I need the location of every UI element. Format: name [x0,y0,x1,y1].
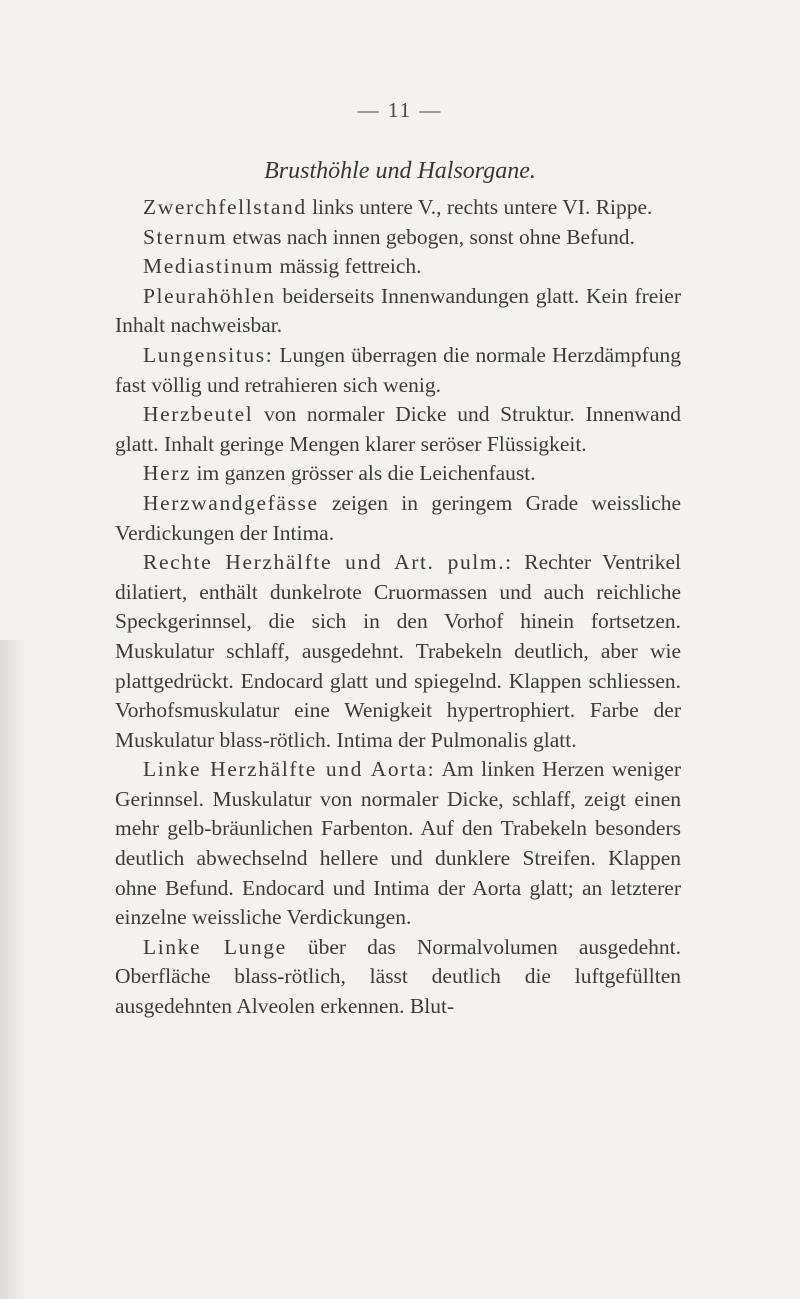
paragraph-zwerchfellstand [115,193,681,223]
paragraph-lead: Herzbeutel [143,402,254,427]
paragraph-linke-lunge [115,933,681,1022]
paragraph-text: zeigen in geringem Grade weissliche Verdickungen der Intima. [115,490,681,545]
paragraph-text: von normaler Dicke und Struktur. Innenwand glatt. Inhalt geringe Mengen klarer seröser Flüssigkeit. [115,402,681,456]
scan-edge-shadow [0,640,26,1299]
paragraph-text: beiderseits Innenwandungen glatt. Kein freier Inhalt nachweisbar. [115,283,681,338]
paragraph-sternum [115,223,681,253]
paragraph-lead: Herzwandgefässe [143,490,319,515]
paragraph-text: über das Normalvolumen ausgedehnt. Oberfläche blass-rötlich, lässt deutlich die luftgefüllten ausgedehnten Alveolen erkennen. Blut- [115,934,681,1019]
page-number: — 11 — [357,98,443,122]
paragraph-lead: Linke Herzhälfte und Aorta: [143,757,436,782]
paragraph-text: Am linken Herzen weniger Gerinnsel. Muskulatur von normaler Dicke, schlaff, zeigt einen mehr gelb-bräunlichen Farbenton. Auf den Trabekeln besonders deutlich abwechselnd hellere und dunklere Streifen. Klappen ohne Befund. Endocard und Intima der Aorta glatt; an letzterer einzelne weissliche Verdickungen. [115,757,681,930]
paragraph-pleurahoehlen [115,282,681,341]
body-text [115,193,681,1022]
paragraph-text: etwas nach innen gebogen, sonst ohne Befund. [227,224,635,249]
paragraph-text: mässig fettreich. [274,254,422,279]
paragraph-text: im ganzen grösser als die Leichenfaust. [191,461,536,486]
paragraph-lead: Sternum [143,224,228,249]
paragraph-lead: Linke Lunge [143,934,287,959]
section-title: Brusthöhle und Halsorgane. [264,158,536,184]
paragraph-herzwandgefaesse [115,489,681,548]
paragraph-mediastinum [115,252,681,282]
paragraph-herzbeutel [115,400,681,459]
paragraph-lead: Mediastinum [143,254,275,279]
paragraph-linke-herzhaelfte [115,755,681,933]
paragraph-text: Lungen überragen die normale Herzdämpfung fast völlig und retrahieren sich wenig. [115,342,681,397]
paragraph-herz [115,459,681,489]
paragraph-lead: Lungensitus: [143,342,274,367]
paragraph-lead: Pleurahöhlen [143,283,276,308]
paragraph-lead: Herz [143,461,192,486]
paragraph-lead: Rechte Herzhälfte und Art. pulm.: [143,550,513,575]
paragraph-lead: Zwerchfellstand [143,195,307,219]
paragraph-lungensitus [115,341,681,400]
paragraph-text: Rechter Ventrikel dilatiert, enthält dunkelrote Cruormassen und auch reichliche Speckgerinnsel, die sich in den Vorhof hinein fortsetzen. Muskulatur schlaff, ausgedehnt. Trabekeln deutlich, aber wie plattgedrückt. Endocard glatt und spiegelnd. Klappen schliessen. Vorhofsmuskulatur eine Wenigkeit hypertrophiert. Farbe der Muskulatur blass-rötlich. Intima der Pulmonalis glatt. [115,550,681,752]
paragraph-rechte-herzhaelfte [115,548,681,755]
paragraph-text: links untere V., rechts untere VI. Rippe. [306,195,653,219]
